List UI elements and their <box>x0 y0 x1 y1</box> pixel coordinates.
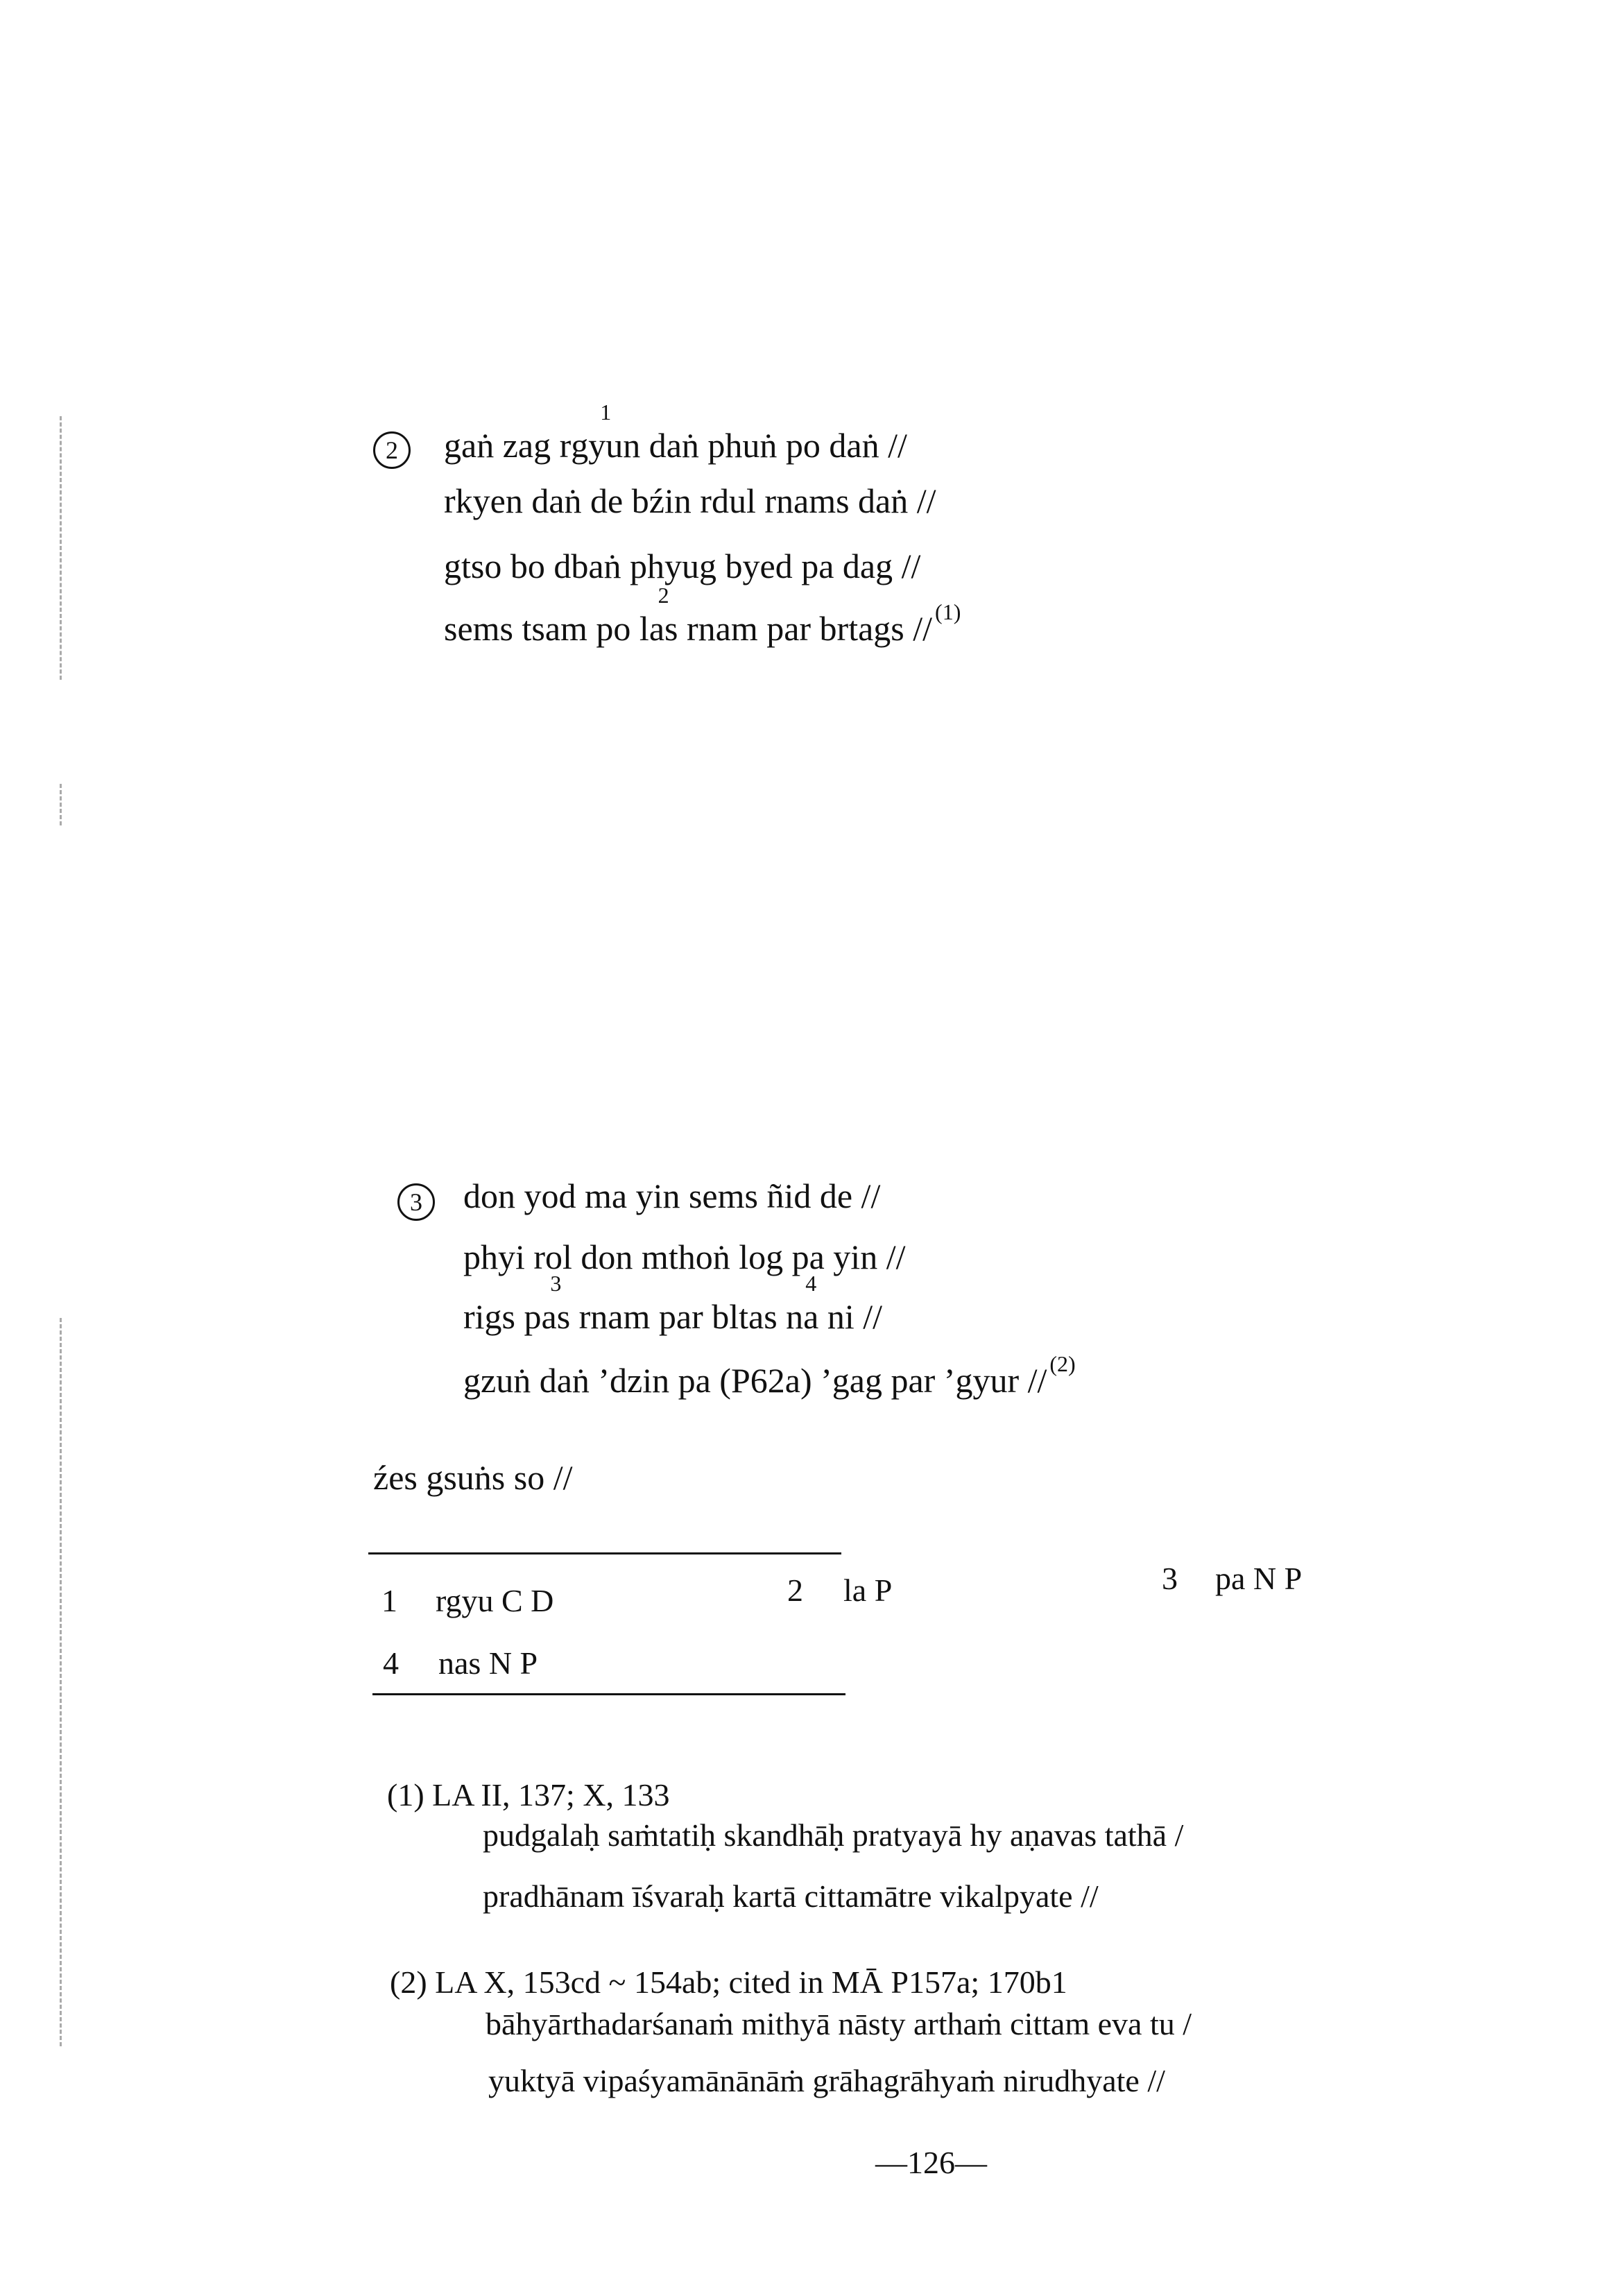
footnote-line: pradhānam īśvaraḥ kartā cittamātre vikalpyate // <box>483 1878 1099 1914</box>
variant-marker: 4 <box>805 1271 817 1296</box>
footnote-label: (1) LA II, 137; X, 133 <box>387 1777 670 1813</box>
verse-line <box>444 545 920 587</box>
variant-num: 2 <box>787 1573 803 1608</box>
verse-text: gtso bo dbaṅ phyug byed pa dag // <box>444 547 921 585</box>
footnote-reference: (2) <box>1049 1351 1076 1376</box>
verse-line <box>444 400 907 466</box>
verse-text: phyi rol don mthoṅ log pa yin // <box>463 1237 906 1276</box>
verse-text: gzuṅ daṅ ’dzin pa (P62a) ’gag par ’gyur // <box>463 1361 1047 1400</box>
variant-marker: 3 <box>550 1271 562 1296</box>
footnote-line: bāhyārthadarśanaṁ mithyā nāsty arthaṁ cittam eva tu / <box>486 2006 1192 2041</box>
verse-text: rnam par brtags // <box>678 609 933 648</box>
closing-line: źes gsuṅs so // <box>373 1458 573 1497</box>
scan-edge-mark <box>60 1318 62 2046</box>
scan-edge-mark <box>60 416 62 680</box>
apparatus-rule-bottom <box>372 1693 845 1695</box>
verse-number-circle: 2 <box>373 431 411 469</box>
variant-num: 3 <box>1162 1561 1178 1596</box>
marked-word: as 2 <box>649 583 678 648</box>
verse-number-circle: 3 <box>397 1183 435 1221</box>
page-number: —126— <box>875 2145 987 2180</box>
footnote-line: pudgalaḥ saṁtatiḥ skandhāḥ pratyayā hy aṇavas tathā / <box>483 1817 1184 1853</box>
verse-line <box>463 1236 905 1278</box>
verse-text: rkyen daṅ de bźin rdul rnams daṅ // <box>444 481 936 520</box>
footnote-line: yuktyā vipaśyamānānāṁ grāhagrāhyaṁ nirudhyate // <box>488 2063 1165 2098</box>
apparatus-rule-top <box>368 1552 841 1554</box>
footnote-reference: (1) <box>935 599 961 624</box>
footnote-label: (2) LA X, 153cd ~ 154ab; cited in MĀ P157a; 170b1 <box>390 1964 1067 2000</box>
verse-text: sems tsam po l <box>444 609 649 648</box>
variant-text: pa N P <box>1215 1561 1303 1596</box>
verse-text: gaṅ zag r <box>444 426 572 465</box>
marked-word: gyun 1 <box>571 400 641 465</box>
verse-line <box>463 1271 883 1337</box>
verse-text: rnam par bltas n <box>570 1297 804 1336</box>
variant-num: 4 <box>383 1645 399 1681</box>
verse-text: daṅ phuṅ po daṅ // <box>640 426 907 465</box>
verse-text: ni // <box>818 1297 883 1336</box>
variant-text: la P <box>843 1573 893 1608</box>
variant-num: 1 <box>381 1583 397 1618</box>
verse-line <box>444 583 961 653</box>
verse-line <box>444 480 936 522</box>
scan-edge-mark <box>60 784 62 825</box>
variant-text: rgyu C D <box>436 1583 554 1618</box>
marked-word: as 3 <box>541 1271 571 1336</box>
variant-marker: 1 <box>600 400 612 425</box>
variant-text: nas N P <box>438 1645 538 1681</box>
verse-line <box>463 1175 880 1217</box>
verse-text: rigs p <box>463 1297 542 1336</box>
marked-word: a 4 <box>803 1271 819 1336</box>
verse-text: don yod ma yin sems ñid de // <box>463 1176 881 1215</box>
verse-line <box>463 1351 1076 1405</box>
variant-marker: 2 <box>658 583 669 608</box>
